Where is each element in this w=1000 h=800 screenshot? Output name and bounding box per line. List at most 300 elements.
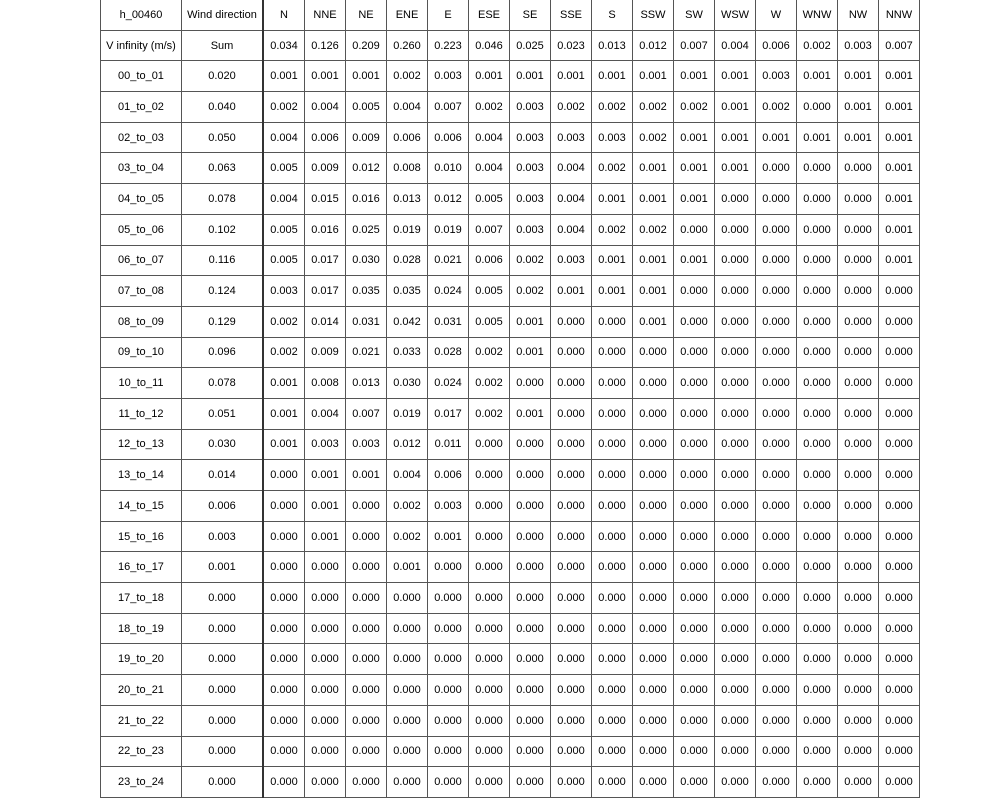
frequency-cell: 0.000	[797, 429, 838, 460]
speed-bin-sum: 0.000	[182, 644, 264, 675]
frequency-cell: 0.025	[346, 214, 387, 245]
frequency-cell: 0.000	[305, 736, 346, 767]
table-corner-label: h_00460	[101, 0, 182, 30]
frequency-cell: 0.000	[674, 705, 715, 736]
frequency-cell: 0.000	[797, 460, 838, 491]
frequency-cell: 0.001	[674, 153, 715, 184]
frequency-cell: 0.000	[756, 705, 797, 736]
frequency-cell: 0.000	[551, 491, 592, 522]
frequency-cell: 0.000	[756, 613, 797, 644]
frequency-cell: 0.004	[305, 92, 346, 123]
frequency-cell: 0.019	[387, 398, 428, 429]
frequency-cell: 0.000	[756, 460, 797, 491]
speed-bin-label: 23_to_24	[101, 767, 182, 798]
direction-sum-cell: 0.012	[633, 30, 674, 61]
direction-sum-cell: 0.209	[346, 30, 387, 61]
frequency-cell: 0.000	[715, 276, 756, 307]
frequency-cell: 0.000	[838, 736, 879, 767]
frequency-cell: 0.000	[715, 398, 756, 429]
frequency-cell: 0.000	[469, 675, 510, 706]
direction-sum-cell: 0.007	[879, 30, 920, 61]
frequency-cell: 0.000	[428, 736, 469, 767]
frequency-cell: 0.000	[797, 398, 838, 429]
direction-sum-cell: 0.003	[838, 30, 879, 61]
frequency-cell: 0.000	[263, 552, 305, 583]
frequency-cell: 0.000	[469, 705, 510, 736]
speed-bin-sum: 0.040	[182, 92, 264, 123]
frequency-cell: 0.001	[879, 245, 920, 276]
frequency-cell: 0.008	[387, 153, 428, 184]
frequency-cell: 0.000	[879, 429, 920, 460]
speed-bin-label: 12_to_13	[101, 429, 182, 460]
frequency-cell: 0.021	[346, 337, 387, 368]
frequency-cell: 0.028	[387, 245, 428, 276]
frequency-cell: 0.000	[838, 583, 879, 614]
frequency-cell: 0.000	[510, 675, 551, 706]
frequency-cell: 0.001	[592, 245, 633, 276]
frequency-cell: 0.000	[797, 736, 838, 767]
frequency-cell: 0.001	[346, 61, 387, 92]
frequency-cell: 0.000	[305, 552, 346, 583]
frequency-cell: 0.001	[838, 92, 879, 123]
frequency-cell: 0.005	[263, 214, 305, 245]
frequency-cell: 0.000	[756, 306, 797, 337]
frequency-cell: 0.000	[715, 736, 756, 767]
frequency-cell: 0.024	[428, 276, 469, 307]
frequency-cell: 0.000	[756, 521, 797, 552]
frequency-cell: 0.000	[592, 337, 633, 368]
frequency-cell: 0.001	[510, 306, 551, 337]
frequency-cell: 0.001	[305, 521, 346, 552]
frequency-cell: 0.000	[797, 153, 838, 184]
frequency-cell: 0.007	[428, 92, 469, 123]
frequency-cell: 0.000	[592, 736, 633, 767]
frequency-cell: 0.001	[387, 552, 428, 583]
frequency-cell: 0.000	[879, 552, 920, 583]
speed-bin-sum: 0.078	[182, 368, 264, 399]
speed-bin-label: 14_to_15	[101, 491, 182, 522]
direction-sum-cell: 0.006	[756, 30, 797, 61]
frequency-cell: 0.001	[305, 491, 346, 522]
speed-bin-label: 13_to_14	[101, 460, 182, 491]
speed-bin-label: 19_to_20	[101, 644, 182, 675]
frequency-cell: 0.001	[633, 276, 674, 307]
frequency-cell: 0.000	[797, 767, 838, 798]
frequency-cell: 0.000	[674, 460, 715, 491]
frequency-cell: 0.000	[674, 491, 715, 522]
frequency-cell: 0.000	[551, 552, 592, 583]
frequency-cell: 0.003	[428, 491, 469, 522]
speed-bin-sum: 0.078	[182, 184, 264, 215]
frequency-cell: 0.000	[469, 521, 510, 552]
frequency-cell: 0.000	[428, 705, 469, 736]
speed-bin-sum: 0.006	[182, 491, 264, 522]
frequency-cell: 0.002	[510, 245, 551, 276]
frequency-cell: 0.001	[879, 153, 920, 184]
frequency-cell: 0.002	[633, 92, 674, 123]
frequency-cell: 0.000	[838, 306, 879, 337]
table-row	[101, 705, 920, 736]
frequency-cell: 0.002	[387, 491, 428, 522]
frequency-cell: 0.000	[674, 368, 715, 399]
table-row	[101, 552, 920, 583]
frequency-cell: 0.000	[263, 675, 305, 706]
frequency-cell: 0.000	[428, 675, 469, 706]
table-row	[101, 460, 920, 491]
speed-bin-label: 09_to_10	[101, 337, 182, 368]
frequency-cell: 0.012	[387, 429, 428, 460]
frequency-cell: 0.000	[838, 214, 879, 245]
frequency-cell: 0.000	[263, 460, 305, 491]
frequency-cell: 0.000	[633, 583, 674, 614]
frequency-cell: 0.000	[715, 245, 756, 276]
direction-header-w: W	[756, 0, 797, 30]
frequency-cell: 0.000	[346, 644, 387, 675]
table-row	[101, 736, 920, 767]
direction-sum-cell: 0.002	[797, 30, 838, 61]
frequency-cell: 0.005	[346, 92, 387, 123]
frequency-cell: 0.001	[838, 122, 879, 153]
direction-header-ssw: SSW	[633, 0, 674, 30]
frequency-cell: 0.000	[797, 491, 838, 522]
speed-bin-label: 06_to_07	[101, 245, 182, 276]
frequency-cell: 0.000	[263, 736, 305, 767]
frequency-cell: 0.001	[633, 245, 674, 276]
frequency-cell: 0.000	[756, 153, 797, 184]
speed-bin-sum: 0.020	[182, 61, 264, 92]
frequency-cell: 0.000	[592, 552, 633, 583]
frequency-cell: 0.000	[469, 460, 510, 491]
frequency-cell: 0.000	[469, 613, 510, 644]
frequency-cell: 0.005	[263, 245, 305, 276]
speed-bin-label: 01_to_02	[101, 92, 182, 123]
frequency-cell: 0.000	[551, 460, 592, 491]
frequency-cell: 0.000	[346, 491, 387, 522]
speed-bin-label: 10_to_11	[101, 368, 182, 399]
frequency-cell: 0.000	[797, 276, 838, 307]
frequency-cell: 0.000	[674, 429, 715, 460]
frequency-cell: 0.000	[879, 398, 920, 429]
frequency-cell: 0.000	[551, 767, 592, 798]
frequency-cell: 0.000	[674, 736, 715, 767]
frequency-cell: 0.001	[263, 368, 305, 399]
frequency-cell: 0.001	[633, 61, 674, 92]
frequency-cell: 0.011	[428, 429, 469, 460]
frequency-cell: 0.001	[510, 337, 551, 368]
frequency-cell: 0.000	[387, 767, 428, 798]
direction-sum-cell: 0.025	[510, 30, 551, 61]
frequency-cell: 0.000	[797, 368, 838, 399]
frequency-cell: 0.005	[263, 153, 305, 184]
frequency-cell: 0.000	[510, 644, 551, 675]
frequency-cell: 0.012	[346, 153, 387, 184]
frequency-cell: 0.000	[592, 705, 633, 736]
frequency-cell: 0.000	[592, 675, 633, 706]
direction-header-nw: NW	[838, 0, 879, 30]
frequency-cell: 0.000	[633, 368, 674, 399]
frequency-cell: 0.000	[674, 337, 715, 368]
frequency-cell: 0.000	[551, 675, 592, 706]
frequency-cell: 0.000	[756, 337, 797, 368]
frequency-cell: 0.001	[263, 429, 305, 460]
frequency-cell: 0.019	[428, 214, 469, 245]
frequency-cell: 0.000	[305, 644, 346, 675]
frequency-cell: 0.000	[756, 767, 797, 798]
frequency-cell: 0.002	[592, 92, 633, 123]
frequency-cell: 0.001	[510, 398, 551, 429]
frequency-cell: 0.000	[879, 767, 920, 798]
frequency-cell: 0.000	[674, 276, 715, 307]
frequency-cell: 0.002	[469, 368, 510, 399]
frequency-cell: 0.000	[551, 398, 592, 429]
frequency-cell: 0.008	[305, 368, 346, 399]
header-row	[101, 0, 920, 30]
frequency-cell: 0.024	[428, 368, 469, 399]
frequency-cell: 0.004	[263, 122, 305, 153]
frequency-cell: 0.000	[305, 767, 346, 798]
frequency-cell: 0.000	[674, 552, 715, 583]
frequency-cell: 0.000	[510, 552, 551, 583]
frequency-cell: 0.003	[510, 122, 551, 153]
frequency-cell: 0.000	[715, 460, 756, 491]
frequency-cell: 0.000	[592, 521, 633, 552]
frequency-cell: 0.003	[510, 214, 551, 245]
frequency-cell: 0.033	[387, 337, 428, 368]
frequency-cell: 0.000	[756, 184, 797, 215]
frequency-cell: 0.000	[551, 337, 592, 368]
frequency-cell: 0.007	[346, 398, 387, 429]
frequency-cell: 0.002	[469, 92, 510, 123]
frequency-cell: 0.031	[428, 306, 469, 337]
frequency-cell: 0.000	[797, 583, 838, 614]
frequency-cell: 0.001	[633, 306, 674, 337]
frequency-cell: 0.000	[674, 214, 715, 245]
frequency-cell: 0.000	[510, 521, 551, 552]
frequency-cell: 0.000	[715, 521, 756, 552]
frequency-cell: 0.001	[879, 184, 920, 215]
direction-sum-cell: 0.034	[263, 30, 305, 61]
frequency-cell: 0.001	[715, 61, 756, 92]
frequency-cell: 0.002	[469, 337, 510, 368]
frequency-cell: 0.000	[592, 767, 633, 798]
frequency-cell: 0.000	[797, 705, 838, 736]
speed-bin-label: 08_to_09	[101, 306, 182, 337]
frequency-cell: 0.000	[838, 613, 879, 644]
direction-header-se: SE	[510, 0, 551, 30]
frequency-cell: 0.000	[551, 736, 592, 767]
frequency-cell: 0.000	[797, 521, 838, 552]
frequency-cell: 0.009	[346, 122, 387, 153]
frequency-cell: 0.000	[551, 705, 592, 736]
speed-bin-label: 03_to_04	[101, 153, 182, 184]
frequency-cell: 0.001	[797, 61, 838, 92]
frequency-cell: 0.002	[263, 306, 305, 337]
frequency-cell: 0.001	[469, 61, 510, 92]
frequency-cell: 0.000	[715, 644, 756, 675]
frequency-cell: 0.009	[305, 153, 346, 184]
speed-header: V infinity (m/s)	[101, 30, 182, 61]
frequency-cell: 0.000	[838, 184, 879, 215]
frequency-cell: 0.000	[756, 583, 797, 614]
table-row	[101, 306, 920, 337]
frequency-cell: 0.001	[879, 92, 920, 123]
frequency-cell: 0.001	[797, 122, 838, 153]
frequency-cell: 0.002	[510, 276, 551, 307]
frequency-cell: 0.000	[838, 153, 879, 184]
frequency-cell: 0.021	[428, 245, 469, 276]
frequency-cell: 0.000	[838, 368, 879, 399]
speed-bin-sum: 0.000	[182, 613, 264, 644]
speed-bin-sum: 0.050	[182, 122, 264, 153]
speed-bin-label: 18_to_19	[101, 613, 182, 644]
frequency-cell: 0.000	[469, 644, 510, 675]
table-row	[101, 613, 920, 644]
direction-sum-cell: 0.007	[674, 30, 715, 61]
speed-bin-label: 15_to_16	[101, 521, 182, 552]
frequency-cell: 0.000	[797, 214, 838, 245]
frequency-cell: 0.000	[510, 705, 551, 736]
frequency-cell: 0.042	[387, 306, 428, 337]
frequency-cell: 0.000	[469, 767, 510, 798]
frequency-cell: 0.002	[469, 398, 510, 429]
frequency-cell: 0.005	[469, 184, 510, 215]
frequency-cell: 0.004	[551, 184, 592, 215]
speed-bin-label: 02_to_03	[101, 122, 182, 153]
table-row	[101, 245, 920, 276]
frequency-cell: 0.000	[387, 613, 428, 644]
wind-frequency-table-body	[101, 0, 920, 797]
frequency-cell: 0.000	[633, 705, 674, 736]
frequency-cell: 0.000	[838, 429, 879, 460]
frequency-cell: 0.000	[838, 245, 879, 276]
table-row	[101, 122, 920, 153]
speed-bin-sum: 0.063	[182, 153, 264, 184]
frequency-cell: 0.001	[879, 61, 920, 92]
frequency-cell: 0.001	[674, 122, 715, 153]
frequency-cell: 0.001	[305, 61, 346, 92]
direction-sum-cell: 0.260	[387, 30, 428, 61]
wind-direction-header: Wind direction	[182, 0, 264, 30]
frequency-cell: 0.001	[838, 61, 879, 92]
frequency-cell: 0.000	[715, 337, 756, 368]
speed-bin-sum: 0.000	[182, 583, 264, 614]
frequency-cell: 0.000	[510, 613, 551, 644]
table-row	[101, 61, 920, 92]
direction-sum-cell: 0.126	[305, 30, 346, 61]
frequency-cell: 0.014	[305, 306, 346, 337]
frequency-cell: 0.001	[551, 61, 592, 92]
table-row	[101, 767, 920, 798]
frequency-cell: 0.001	[551, 276, 592, 307]
frequency-cell: 0.004	[387, 92, 428, 123]
frequency-cell: 0.000	[633, 736, 674, 767]
frequency-cell: 0.001	[510, 61, 551, 92]
speed-bin-label: 04_to_05	[101, 184, 182, 215]
speed-bin-label: 22_to_23	[101, 736, 182, 767]
direction-header-wnw: WNW	[797, 0, 838, 30]
frequency-cell: 0.016	[346, 184, 387, 215]
frequency-cell: 0.000	[346, 705, 387, 736]
frequency-cell: 0.000	[387, 675, 428, 706]
frequency-cell: 0.001	[715, 153, 756, 184]
direction-header-wsw: WSW	[715, 0, 756, 30]
speed-bin-label: 00_to_01	[101, 61, 182, 92]
speed-bin-sum: 0.051	[182, 398, 264, 429]
frequency-cell: 0.000	[510, 460, 551, 491]
frequency-cell: 0.000	[633, 398, 674, 429]
frequency-cell: 0.009	[305, 337, 346, 368]
frequency-cell: 0.000	[838, 644, 879, 675]
direction-header-s: S	[592, 0, 633, 30]
frequency-cell: 0.000	[592, 429, 633, 460]
frequency-cell: 0.000	[592, 583, 633, 614]
frequency-cell: 0.000	[551, 368, 592, 399]
frequency-cell: 0.019	[387, 214, 428, 245]
frequency-cell: 0.003	[756, 61, 797, 92]
frequency-cell: 0.000	[674, 767, 715, 798]
frequency-cell: 0.035	[346, 276, 387, 307]
frequency-cell: 0.000	[674, 306, 715, 337]
frequency-cell: 0.000	[346, 613, 387, 644]
frequency-cell: 0.005	[469, 276, 510, 307]
table-row	[101, 491, 920, 522]
frequency-cell: 0.000	[879, 276, 920, 307]
frequency-cell: 0.000	[879, 736, 920, 767]
frequency-cell: 0.000	[633, 613, 674, 644]
frequency-cell: 0.000	[346, 767, 387, 798]
frequency-cell: 0.002	[674, 92, 715, 123]
frequency-cell: 0.000	[715, 675, 756, 706]
frequency-cell: 0.003	[510, 153, 551, 184]
frequency-cell: 0.000	[797, 552, 838, 583]
frequency-cell: 0.000	[756, 214, 797, 245]
frequency-cell: 0.000	[756, 736, 797, 767]
frequency-cell: 0.001	[592, 184, 633, 215]
frequency-cell: 0.000	[346, 552, 387, 583]
frequency-cell: 0.000	[879, 583, 920, 614]
speed-bin-label: 05_to_06	[101, 214, 182, 245]
frequency-cell: 0.002	[592, 153, 633, 184]
frequency-cell: 0.017	[305, 276, 346, 307]
speed-bin-sum: 0.129	[182, 306, 264, 337]
frequency-cell: 0.016	[305, 214, 346, 245]
frequency-cell: 0.001	[346, 460, 387, 491]
direction-header-nnw: NNW	[879, 0, 920, 30]
frequency-cell: 0.001	[756, 122, 797, 153]
frequency-cell: 0.000	[428, 583, 469, 614]
frequency-cell: 0.001	[879, 122, 920, 153]
frequency-cell: 0.001	[674, 245, 715, 276]
frequency-cell: 0.001	[263, 398, 305, 429]
frequency-cell: 0.000	[633, 521, 674, 552]
frequency-cell: 0.000	[263, 491, 305, 522]
frequency-cell: 0.000	[551, 429, 592, 460]
frequency-cell: 0.002	[633, 122, 674, 153]
frequency-cell: 0.030	[346, 245, 387, 276]
frequency-cell: 0.017	[305, 245, 346, 276]
speed-bin-label: 21_to_22	[101, 705, 182, 736]
frequency-cell: 0.004	[551, 214, 592, 245]
frequency-cell: 0.010	[428, 153, 469, 184]
frequency-cell: 0.002	[633, 214, 674, 245]
frequency-cell: 0.000	[879, 460, 920, 491]
frequency-cell: 0.000	[879, 521, 920, 552]
frequency-cell: 0.000	[510, 368, 551, 399]
frequency-cell: 0.002	[592, 214, 633, 245]
direction-sum-cell: 0.013	[592, 30, 633, 61]
frequency-cell: 0.005	[469, 306, 510, 337]
frequency-cell: 0.000	[838, 705, 879, 736]
